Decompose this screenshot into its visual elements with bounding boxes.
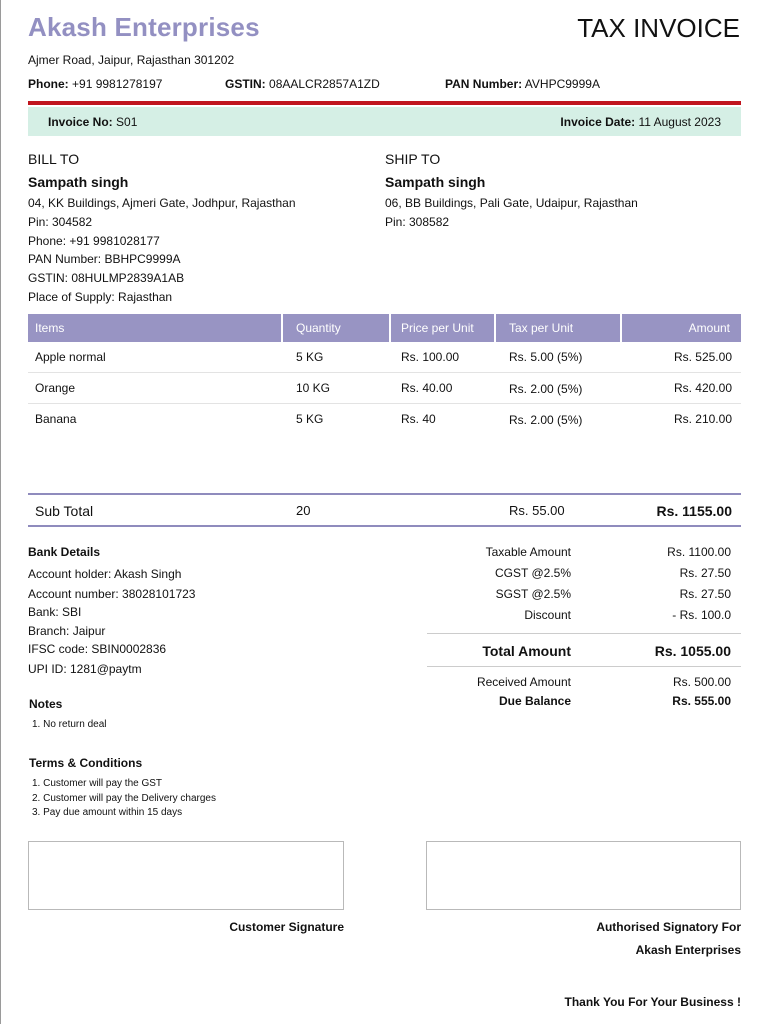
col-items: Items [35,321,65,335]
bank-upi: UPI ID: 1281@paytm [28,662,142,676]
ship-to-address: 06, BB Buildings, Pali Gate, Udaipur, Rajasthan [385,196,638,210]
invoice-date [560,115,721,129]
invoice-number [48,115,137,129]
cgst-value: Rs. 27.50 [679,566,731,580]
terms-item-3: 3. Pay due amount within 15 days [32,807,183,818]
authorised-signature-box [426,841,741,910]
customer-signature-label: Customer Signature [229,920,344,934]
sgst-label: SGST @2.5% [495,587,571,601]
bank-holder: Account holder: Akash Singh [28,567,182,581]
bill-to-pan: PAN Number: BBHPC9999A [28,252,181,266]
invoice-date-label: Invoice Date: [560,115,636,129]
company-gstin [225,77,380,91]
invoice-no-label: Invoice No: [48,115,113,129]
due-label: Due Balance [498,694,571,708]
notes-item-1: 1. No return deal [32,719,107,730]
ship-to-name: Sampath singh [385,174,486,190]
row-3-price: Rs. 40 [401,412,436,426]
taxable-value: Rs. 1100.00 [667,545,731,559]
taxable-label: Taxable Amount [485,545,571,559]
cgst-label: CGST @2.5% [495,566,571,580]
subtotal-label: Sub Total [35,503,94,519]
invoice-no-value: S01 [116,115,138,129]
bank-ifsc: IFSC code: SBIN0002836 [28,642,167,656]
thank-you-message: Thank You For Your Business ! [564,995,741,1009]
company-phone [28,77,162,91]
discount-label: Discount [524,608,571,622]
subtotal-bottom-rule [28,525,741,527]
sgst-value: Rs. 27.50 [679,587,731,601]
row-3-amount: Rs. 210.00 [673,412,732,426]
subtotal-top-rule [28,493,741,495]
customer-signature-box [28,841,344,910]
bill-to-pin: Pin: 304582 [28,215,93,229]
bill-to-heading: BILL TO [28,151,80,167]
terms-item-1: 1. Customer will pay the GST [32,778,163,789]
row-1-amount: Rs. 525.00 [673,350,732,364]
bill-to-phone: Phone: +91 9981028177 [28,234,160,248]
invoice-date-value: 11 August 2023 [638,115,721,129]
row-1-item: Apple normal [35,350,106,364]
authorised-company-name: Akash Enterprises [635,943,741,957]
row-2-amount: Rs. 420.00 [673,381,732,395]
discount-value: - Rs. 100.0 [672,608,731,622]
bank-heading: Bank Details [28,545,101,559]
company-name: Akash Enterprises [28,12,260,42]
subtotal-qty: 20 [296,503,311,518]
gstin-label: GSTIN: [225,77,266,91]
col-amount: Amount [688,321,730,335]
pan-value: AVHPC9999A [524,77,600,91]
col-divider [494,314,496,342]
company-address: Ajmer Road, Jaipur, Rajasthan 301202 [28,53,235,67]
row-2-tax: Rs. 2.00 (5%) [509,382,583,396]
row-3-tax: Rs. 2.00 (5%) [509,413,583,427]
notes-heading: Notes [29,697,63,711]
col-divider [389,314,391,342]
row-1-price: Rs. 100.00 [401,350,460,364]
header-divider [28,101,741,105]
received-value: Rs. 500.00 [672,675,731,689]
authorised-signatory-label: Authorised Signatory For [596,920,741,934]
phone-label: Phone: [28,77,69,91]
bill-to-name: Sampath singh [28,174,129,190]
received-label: Received Amount [476,675,571,689]
company-pan [445,77,600,91]
row-1-qty: 5 KG [296,350,324,364]
total-label: Total Amount [482,643,571,659]
bill-to-place-of-supply: Place of Supply: Rajasthan [28,290,173,304]
row-2-qty: 10 KG [296,381,331,395]
bank-branch: Branch: Jaipur [28,624,106,638]
subtotal-tax: Rs. 55.00 [509,503,565,518]
due-value: Rs. 555.00 [672,694,731,708]
row-divider [28,403,741,404]
ship-to-pin: Pin: 308582 [385,215,450,229]
bank-name: Bank: SBI [28,605,82,619]
items-table-header [28,314,741,342]
bill-to-address: 04, KK Buildings, Ajmeri Gate, Jodhpur, Rajasthan [28,196,296,210]
bill-to-gstin: GSTIN: 08HULMP2839A1AB [28,271,185,285]
col-tax: Tax per Unit [509,321,574,335]
row-2-price: Rs. 40.00 [401,381,453,395]
summary-divider [427,633,741,634]
bank-account: Account number: 38028101723 [28,587,196,601]
subtotal-amount: Rs. 1155.00 [656,503,732,519]
terms-heading: Terms & Conditions [29,756,143,770]
row-1-tax: Rs. 5.00 (5%) [509,350,583,364]
total-value: Rs. 1055.00 [654,643,731,659]
col-divider [281,314,283,342]
col-price: Price per Unit [401,321,474,335]
row-3-qty: 5 KG [296,412,324,426]
terms-item-2: 2. Customer will pay the Delivery charges [32,793,216,804]
col-divider [620,314,622,342]
invoice-info-bar [28,107,741,136]
col-quantity: Quantity [296,321,341,335]
phone-value: +91 9981278197 [72,77,163,91]
page-edge [0,0,1,1024]
gstin-value: 08AALCR2857A1ZD [269,77,380,91]
row-divider [28,372,741,373]
document-title: TAX INVOICE [577,13,740,43]
pan-label: PAN Number: [445,77,523,91]
row-3-item: Banana [35,412,77,426]
row-2-item: Orange [35,381,76,395]
ship-to-heading: SHIP TO [385,151,441,167]
summary-divider [427,666,741,667]
